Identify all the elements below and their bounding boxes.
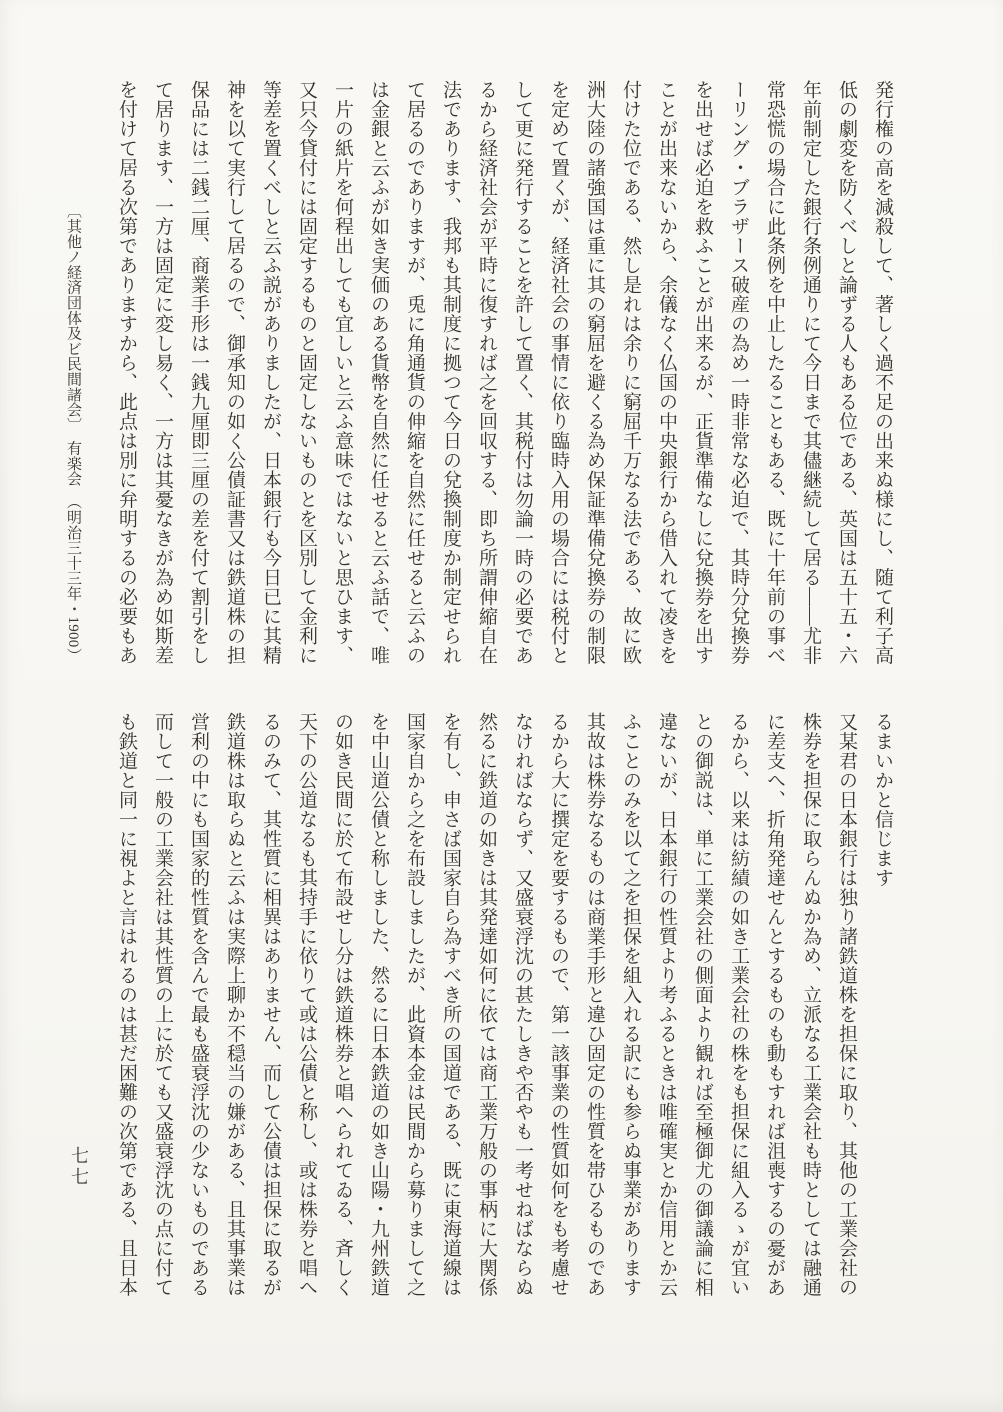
- text-column: 営利の中にも国家的性質を含んで最も盛衰浮沈の少ないものである: [188, 712, 209, 1297]
- text-column: るから大に撰定を要するもので、第一該事業の性質如何をも考慮せ: [548, 712, 569, 1297]
- text-column: 常恐慌の場合に此条例を中止したることもある、既に十年前の事べ: [764, 80, 785, 665]
- text-column: 年前制定した銀行条例通りにて今日まで其儘継続して居る——尤非: [800, 80, 821, 665]
- text-column: 一片の紙片を何程出しても宜しいと云ふ意味ではないと思ひます、: [332, 80, 353, 665]
- text-column: 天下の公道なるも其持手に依りて或は公債と称し、或は株券と唱へ: [296, 712, 317, 1297]
- text-column: 鉄道株は取らぬと云ふは実際上聊か不穏当の嫌がある、且其事業は: [224, 712, 245, 1297]
- text-column: の如き民間に於て布設せし分は鉄道株券と唱へられてゐる、斉しく: [332, 712, 353, 1297]
- text-column: 又只今貸付には固定するものと固定しないものとを区別して金利に: [296, 80, 317, 665]
- upper-text-block: [108, 80, 900, 668]
- text-column: て居ります、一方は固定に変し易く、一方は其憂なきが為め如斯差: [152, 80, 173, 665]
- text-column: ふことのみを以て之を担保を組入れる訳にも参らぬ事業があります: [620, 712, 641, 1297]
- page-number: 七七: [69, 1146, 89, 1188]
- text-column: ーリング・ブラザース破産の為め一時非常な必迫で、其時分兌換券: [728, 80, 749, 665]
- text-column: との御説は、単に工業会社の側面より観れば至極御尤の御議論に相: [692, 712, 713, 1297]
- text-column: 保品には二銭二厘、商業手形は一銭九厘即三厘の差を付て割引をし: [188, 80, 209, 665]
- text-column: 違ないが、日本銀行の性質より考ふるときは唯確実とか信用とか云: [656, 712, 677, 1297]
- text-column: に差支へ、折角発達せんとするものも動もすれば沮喪するの憂があ: [764, 712, 785, 1297]
- text-column: 株券を担保に取らんぬか為め、立派なる工業会社も時としては融通: [800, 712, 821, 1297]
- text-column: 神を以て実行して居るので、御承知の如く公債証書又は鉄道株の担: [224, 80, 245, 665]
- text-column: なければならず、又盛衰浮沈の甚たしきや否やも一考せねばならぬ: [512, 712, 533, 1297]
- text-column: 法であります、我邦も其制度に拠つて今日の兌換制度か制定せられ: [440, 80, 461, 665]
- text-column: 発行権の高を減殺して、著しく過不足の出来ぬ様にし、随て利子高: [872, 80, 893, 665]
- text-column: 洲大陸の諸強国は重に其の窮屈を避くる為め保証準備兌換券の制限: [584, 80, 605, 665]
- text-column: を出せば必迫を救ふことが出来るが、正貨準備なしに兌換券を出す: [692, 80, 713, 665]
- text-column: 而して一般の工業会社は其性質の上に於ても又盛衰浮沈の点に付て: [152, 712, 173, 1297]
- text-column: は金銀と云ふが如き実価のある貨幣を自然に任せると云ふ話で、唯: [368, 80, 389, 665]
- text-column: 然るに鉄道の如きは其発達如何に依ては商工業万般の事柄に大関係: [476, 712, 497, 1297]
- text-column: ことが出来ないから、余儀なく仏国の中央銀行から借入れて凌きを: [656, 80, 677, 665]
- text-column: して更に発行することを許して置く、其税付は勿論一時の必要であ: [512, 80, 533, 665]
- text-column: 低の劇変を防くべしと論ずる人もある位である、英国は五十五・六: [836, 80, 857, 665]
- section-caption: 〔其他ノ経済団体及ビ民間諸会〕 有楽会 （明治三十三年・1900）: [65, 203, 81, 663]
- text-column: を定めて置くが、経済社会の事情に依り臨時入用の場合には税付と: [548, 80, 569, 665]
- text-column: るのみて、其性質に相異はありません、而して公債は担保に取るが: [260, 712, 281, 1297]
- lower-text-block: [108, 712, 900, 1317]
- text-column: るから、以来は紡績の如き工業会社の株をも担保に組入るゝが宜い: [728, 712, 749, 1297]
- text-column: も鉄道と同一に視よと言はれるのは甚だ困難の次第である、且日本: [116, 712, 137, 1297]
- text-column: 其故は株券なるものは商業手形と違ひ固定の性質を帯ひるものであ: [584, 712, 605, 1297]
- text-column: を有し、申さば国家自ら為すべき所の国道である、既に東海道線は: [440, 712, 461, 1297]
- text-column: るまいかと信じます: [872, 712, 893, 888]
- text-column: 国家自から之を布設しましたが、此資本金は民間から募りまして之: [404, 712, 425, 1297]
- text-column: 又某君の日本銀行は独り諸鉄道株を担保に取り、其他の工業会社の: [836, 712, 857, 1297]
- text-column: を中山道公債と称しました、然るに日本鉄道の如き山陽・九州鉄道: [368, 712, 389, 1297]
- text-column: 付けた位である、然し是れは余りに窮屈千万なる法である、故に欧: [620, 80, 641, 665]
- text-column: るから経済社会が平時に復すれば之を回収する、即ち所謂伸縮自在: [476, 80, 497, 665]
- text-column: て居るのでありますが、兎に角通貨の伸縮を自然に任せると云ふの: [404, 80, 425, 665]
- text-column: 等差を置くべしと云ふ説がありましたが、日本銀行も今日已に其精: [260, 80, 281, 665]
- text-column: を付けて居る次第でありますから、此点は別に弁明するの必要もあ: [116, 80, 137, 665]
